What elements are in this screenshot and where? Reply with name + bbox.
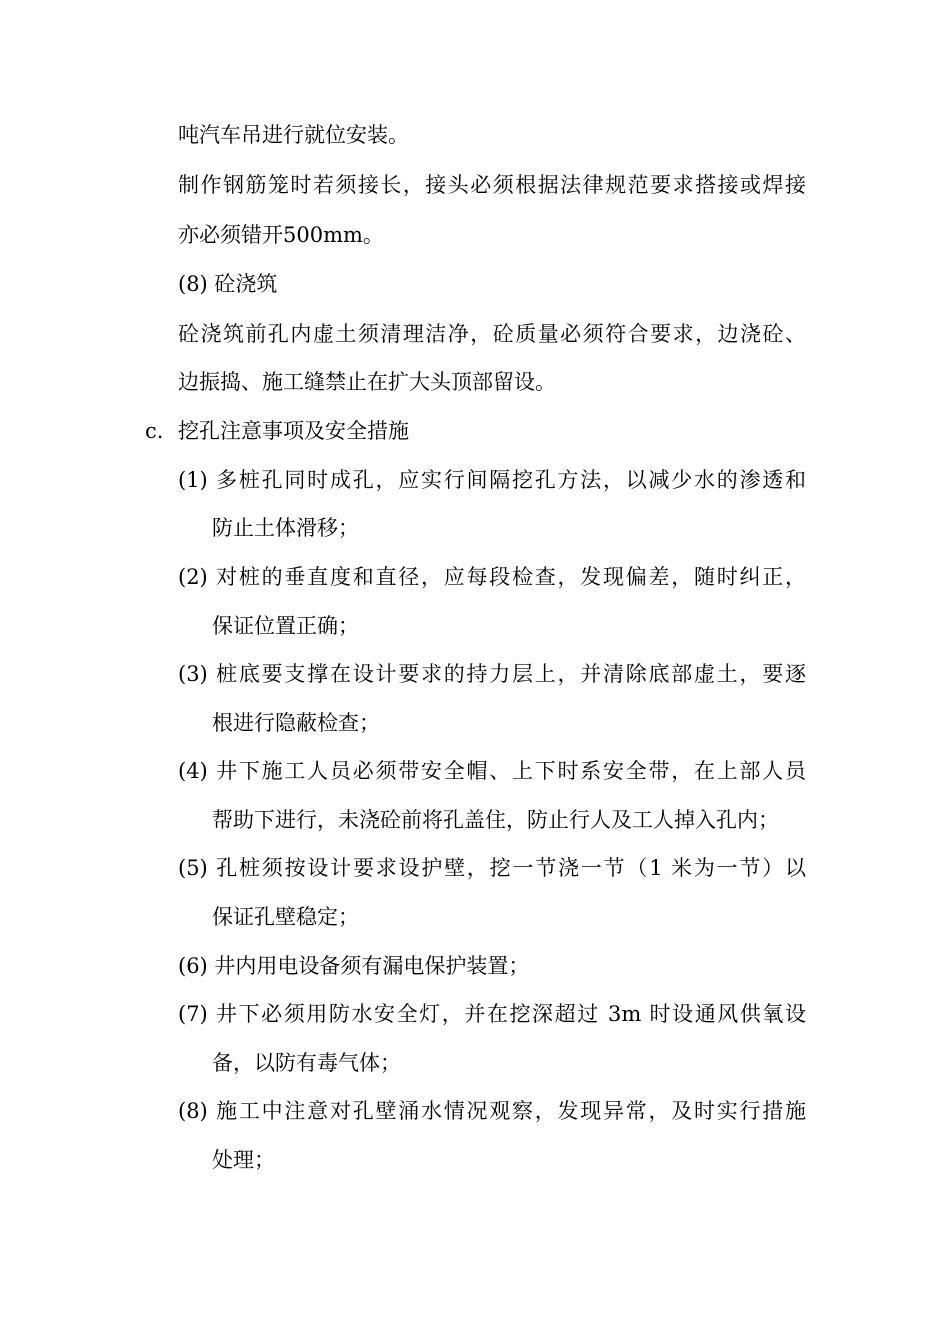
list-item-continuation: 防止土体滑移；	[212, 516, 359, 540]
text-line: 吨汽车吊进行就位安装。	[178, 123, 409, 147]
list-item-continuation: 保证位置正确；	[212, 614, 359, 638]
list-item-continuation: 根进行隐蔽检查；	[212, 711, 380, 735]
list-item-continuation: 处理；	[212, 1148, 275, 1172]
list-item-continuation: 帮助下进行，未浇砼前将孔盖住，防止行人及工人掉入孔内；	[212, 808, 779, 832]
list-item-line: (2) 对桩的垂直度和直径，应每段检查，发现偏差，随时纠正，	[178, 565, 806, 589]
list-item-line: (6) 井内用电设备须有漏电保护装置；	[178, 954, 530, 978]
list-item-continuation: 保证孔壁稳定；	[212, 905, 359, 929]
list-item-line: (5) 孔桩须按设计要求设护壁，挖一节浇一节（1 米为一节）以	[178, 856, 806, 880]
text-line: 边振捣、施工缝禁止在扩大头顶部留设。	[178, 370, 556, 394]
list-item-continuation: 备，以防有毒气体；	[212, 1051, 401, 1075]
list-item-line: (3) 桩底要支撑在设计要求的持力层上，并清除底部虚土，要逐	[178, 662, 806, 686]
list-item-line: (4) 井下施工人员必须带安全帽、上下时系安全带，在上部人员	[178, 759, 806, 783]
subheading: (8) 砼浇筑	[178, 272, 278, 296]
list-item-line: (8) 施工中注意对孔壁涌水情况观察，发现异常，及时实行措施	[178, 1099, 806, 1123]
section-marker: c.	[145, 419, 164, 443]
text-line: 亦必须错开500mm。	[178, 223, 384, 247]
text-line: 砼浇筑前孔内虚土须清理洁净，砼质量必须符合要求，边浇砼、	[178, 322, 806, 346]
text-line: 制作钢筋笼时若须接长，接头必须根据法律规范要求搭接或焊接	[178, 173, 806, 197]
list-item-line: (7) 井下必须用防水安全灯，并在挖深超过 3m 时设通风供氧设	[178, 1002, 806, 1026]
section-heading: 挖孔注意事项及安全措施	[178, 419, 409, 443]
list-item-line: (1) 多桩孔同时成孔，应实行间隔挖孔方法，以减少水的渗透和	[178, 468, 806, 492]
